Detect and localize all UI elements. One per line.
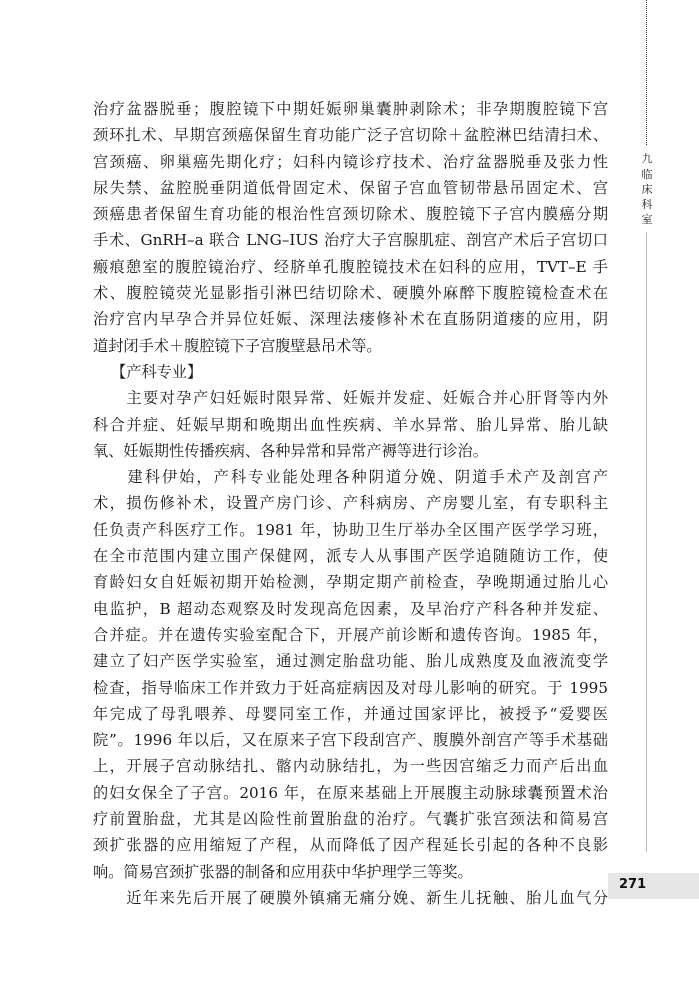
text-line: 合并症。并在遗传实验室配合下，开展产前诊断和遗传咨询。1985 年， [93, 625, 608, 644]
text-line: 建科伊始，产科专业能处理各种阴道分娩、阴道手术产及剖宫产 [93, 468, 608, 487]
text-line: 道封闭手术＋腹腔镜下子宫腹壁悬吊术等。 [93, 336, 382, 355]
body-text [93, 96, 608, 911]
text-line: 建立了妇产医学实验室，通过测定胎盘功能、胎儿成熟度及血液流变学 [93, 652, 608, 671]
text-line: 术、腹腔镜荧光显影指引淋巴结切除术、硬膜外麻醉下腹腔镜检查术在 [93, 284, 608, 303]
text-line: 主要对孕产妇妊娠时限异常、妊娠并发症、妊娠合并心肝肾等内外 [93, 389, 608, 408]
text-line: 尿失禁、盆腔脱垂阴道低骨固定术、保留子宫血管韧带悬吊固定术、宫 [93, 178, 608, 197]
text-line: 响。简易宫颈扩张器的制备和应用获中华护理学三等奖。 [93, 862, 473, 881]
text-line: 疗前置胎盘，尤其是凶险性前置胎盘的治疗。气囊扩张宫颈法和简易宫 [93, 810, 608, 829]
paragraph-3 [93, 464, 608, 885]
text-line: 治疗盆器脱垂；腹腔镜下中期妊娠卵巢囊肿剥除术；非孕期腹腔镜下宫 [93, 100, 608, 118]
text-line: 任负责产科医疗工作。1981 年，协助卫生厅举办全区围产医学学习班， [93, 520, 608, 539]
text-line: 院”。1996 年以后，又在原来子宫下段刮宫产、腹膜外剖宫产等手术基础 [93, 731, 608, 750]
text-line: 近年来先后开展了硬膜外镇痛无痛分娩、新生儿抚触、胎儿血气分 [93, 888, 608, 907]
text-line: 手术、GnRH–a 联合 LNG–IUS 治疗大子宫腺肌症、剖宫产术后子宫切口 [93, 231, 608, 250]
paragraph-2 [93, 385, 608, 464]
text-line: 电监护，B 超动态观察及时发现高危因素，及早治疗产科各种并发症、 [93, 599, 608, 618]
text-line: 颈癌患者保留生育功能的根治性宫颈切除术、腹腔镜下子宫内膜癌分期 [93, 205, 608, 224]
page-number: 271 [619, 877, 647, 892]
text-line: 在全市范围内建立围产保健网，派专人从事围产医学追随随访工作，使 [93, 547, 608, 566]
paragraph-1 [93, 96, 608, 359]
text-line: 瘢痕憩室的腹腔镜治疗、经脐单孔腹腔镜技术在妇科的应用，TVT–E 手 [93, 257, 608, 276]
chapter-number: 九 [641, 152, 653, 165]
text-line: 年完成了母乳喂养、母婴同室工作，并通过国家评比，被授予“爱婴医 [93, 704, 608, 723]
text-line: 颈扩张器的应用缩短了产程，从而降低了因产程延长引起的各种不良影 [93, 836, 608, 855]
text-line: 术，损伤修补术，设置产房门诊、产科病房、产房婴儿室，有专职科主 [93, 494, 608, 513]
text-line: 上，开展子宫动脉结扎、髂内动脉结扎，为一些因宫缩乏力而产后出血 [93, 757, 608, 776]
chapter-title: 临床科室 [641, 168, 653, 226]
text-line: 氧、妊娠期性传播疾病、各种异常和异常产褥等进行诊治。 [93, 441, 488, 460]
text-line: 检查，指导临床工作并致力于妊高症病因及对母儿影响的研究。于 1995 [93, 678, 608, 697]
section-heading: 【产科专业】 [111, 362, 203, 381]
chapter-rail-line [646, 232, 647, 852]
text-line: 治疗宫内早孕合并异位妊娠、深理法瘘修补术在直肠阴道瘘的应用，阴 [93, 310, 608, 329]
text-line: 育龄妇女自妊娠初期开始检测，孕期定期产前检查，孕晚期通过胎儿心 [93, 573, 608, 592]
text-line: 的妇女保全了子宫。2016 年，在原来基础上开展腹主动脉球囊预置术治 [93, 783, 608, 802]
paragraph-4 [93, 885, 608, 911]
text-line: 颈环扎术、早期宫颈癌保留生育功能广泛子宫切除＋盆腔淋巴结清扫术、 [93, 126, 608, 145]
text-line: 科合并症、妊娠早期和晚期出血性疾病、羊水异常、胎儿异常、胎儿缺 [93, 415, 608, 434]
chapter-rail-dotted [646, 0, 647, 145]
text-line: 宫颈癌、卵巢癌先期化疗；妇科内镜诊疗技术、治疗盆器脱垂及张力性 [93, 152, 608, 171]
